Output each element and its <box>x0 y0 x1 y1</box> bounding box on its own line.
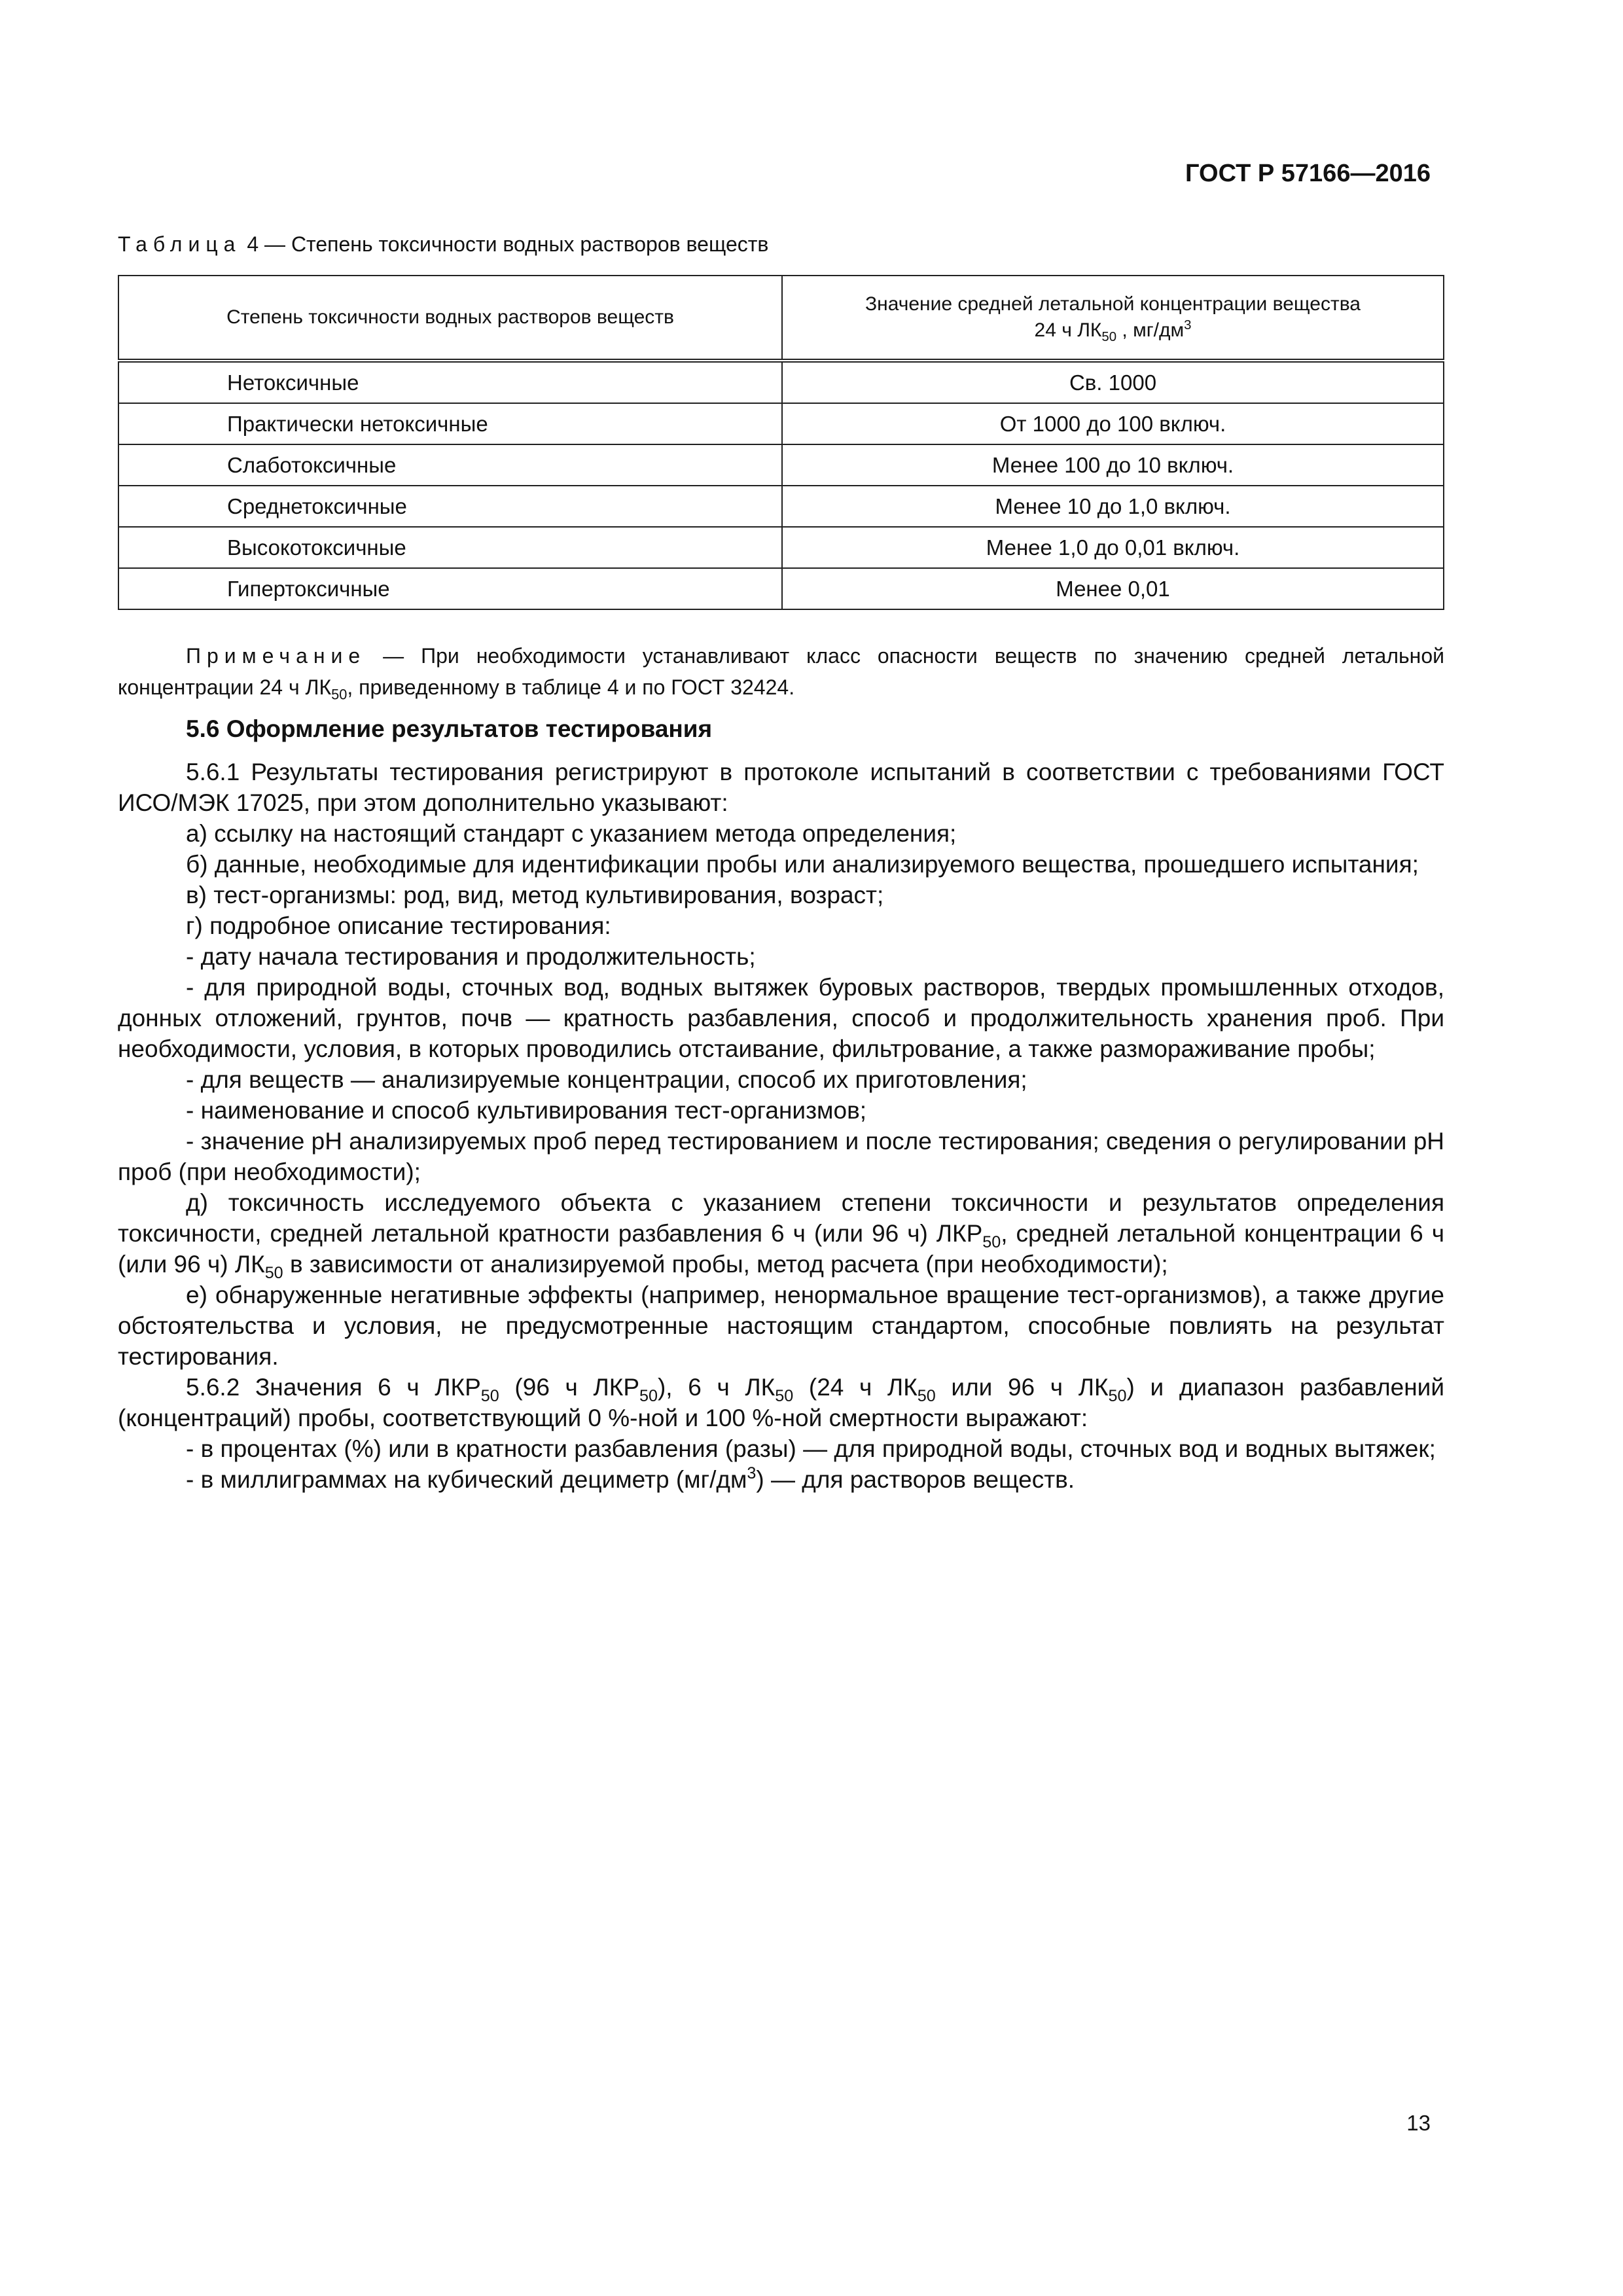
concentration-value-cell: Св. 1000 <box>782 361 1444 403</box>
sub-item-organisms: - наименование и способ культивирования тест-организмов; <box>186 1097 867 1124</box>
concentration-value-cell: Менее 0,01 <box>782 568 1444 609</box>
note-label: Примечание <box>186 644 366 668</box>
toxicity-degree-cell: Гипертоксичные <box>118 568 782 609</box>
superscript: 3 <box>1184 317 1192 332</box>
toxicity-degree-cell: Слаботоксичные <box>118 444 782 486</box>
text-run: (96 ч ЛКР <box>499 1374 639 1401</box>
table-row <box>118 486 1444 527</box>
list-item-v: в) тест-организмы: род, вид, метод культивирования, возраст; <box>186 882 884 908</box>
superscript: 3 <box>747 1464 757 1483</box>
table-row <box>118 527 1444 568</box>
note-text: — При необходимости устанавливают класс опасности веществ по значению средней летальной концентрации 24 ч ЛК <box>118 644 1444 699</box>
note-text-end: , приведенному в таблице 4 и по ГОСТ 32424. <box>347 675 795 699</box>
text-run: 5.6.2 Значения 6 ч ЛКР <box>186 1374 481 1401</box>
sub-item-percent: - в процентах (%) или в кратности разбавления (разы) — для природной воды, сточных вод и водных вытяжек; <box>186 1435 1436 1462</box>
concentration-value-cell: От 1000 до 100 включ. <box>782 403 1444 444</box>
subscript: 50 <box>480 1386 499 1405</box>
sub-item-natural-water: - для природной воды, сточных вод, водных вытяжек буровых растворов, твердых промышленных отходов, донных отложений, грунтов, почв — кратность разбавления, способ и продолжительность хранения проб. При необходимости, условия, в которых проводились отстаивание, фильтрование, а также размораживание пробы; <box>118 974 1444 1062</box>
subscript: 50 <box>1101 330 1117 345</box>
document-code: ГОСТ Р 57166—2016 <box>1185 160 1431 187</box>
list-item-e: е) обнаруженные негативные эффекты (например, ненормальное вращение тест-организмов), а также другие обстоятельства и условия, не предусмотренные настоящим стандартом, способные повлиять на результат тестирования. <box>118 1282 1444 1370</box>
table-row <box>118 361 1444 403</box>
table-row <box>118 403 1444 444</box>
column-header-concentration-line2: 24 ч ЛК <box>1034 319 1102 341</box>
text-run: д) токсичность исследуемого объекта с указанием степени токсичности и результатов определения токсичности, средней летальной кратности разбавления 6 ч (или 96 ч) ЛКР <box>118 1189 1444 1247</box>
section-body <box>118 757 1444 1495</box>
text-run: - в миллиграммах на кубический дециметр (мг/дм <box>186 1466 747 1493</box>
column-header-concentration <box>782 276 1444 361</box>
section-heading: 5.6 Оформление результатов тестирования <box>186 715 713 742</box>
sub-item-ph: - значение pH анализируемых проб перед тестированием и после тестирования; сведения о регулировании pH проб (при необходимости); <box>118 1128 1444 1185</box>
table-header-row <box>118 276 1444 361</box>
toxicity-degree-cell: Нетоксичные <box>118 361 782 403</box>
table-note <box>118 640 1444 703</box>
text-run: ), 6 ч ЛК <box>657 1374 776 1401</box>
toxicity-table <box>118 275 1444 610</box>
text-run: ) и диапазон разбавлений (концентраций) пробы, соответствующий 0 %-ной и 100 %-ной смертности выражают: <box>118 1374 1445 1431</box>
text-run: в зависимости от анализируемой пробы, метод расчета (при необходимости); <box>283 1251 1168 1278</box>
concentration-value-cell: Менее 1,0 до 0,01 включ. <box>782 527 1444 568</box>
toxicity-degree-cell: Высокотоксичные <box>118 527 782 568</box>
subscript: 50 <box>1108 1386 1127 1405</box>
sub-item-substances: - для веществ — анализируемые концентрации, способ их приготовления; <box>186 1066 1027 1093</box>
list-item-g: г) подробное описание тестирования: <box>186 912 611 939</box>
column-header-concentration-line1: Значение средней летальной концентрации вещества <box>865 293 1361 315</box>
subscript: 50 <box>639 1386 658 1405</box>
subscript: 50 <box>775 1386 794 1405</box>
subscript: 50 <box>331 686 348 703</box>
table-caption <box>118 232 768 257</box>
paragraph-5-6-1: 5.6.1 Результаты тестирования регистрируют в протоколе испытаний в соответствии с требованиями ГОСТ ИСО/МЭК 17025, при этом дополнительно указывают: <box>118 759 1444 816</box>
list-item-d <box>118 1187 1444 1280</box>
subscript: 50 <box>917 1386 936 1405</box>
table-row <box>118 444 1444 486</box>
text-run: или 96 ч ЛК <box>935 1374 1109 1401</box>
list-item-a: а) ссылку на настоящий стандарт с указанием метода определения; <box>186 820 957 847</box>
table-caption-text: — Степень токсичности водных растворов веществ <box>259 232 769 256</box>
list-item-b: б) данные, необходимые для идентификации пробы или анализируемого вещества, прошедшего испытания; <box>186 851 1419 878</box>
text-run: (24 ч ЛК <box>793 1374 918 1401</box>
subscript: 50 <box>264 1263 283 1282</box>
table-row <box>118 568 1444 609</box>
column-header-unit: , мг/дм <box>1116 319 1185 341</box>
table-caption-number: 4 <box>247 232 259 256</box>
sub-item-milligrams <box>118 1464 1444 1495</box>
toxicity-degree-cell: Среднетоксичные <box>118 486 782 527</box>
table-caption-label: Таблица <box>118 232 241 256</box>
concentration-value-cell: Менее 10 до 1,0 включ. <box>782 486 1444 527</box>
text-run: , средней летальной концентрации 6 ч (или 96 ч) ЛК <box>118 1220 1444 1278</box>
column-header-degree: Степень токсичности водных растворов веществ <box>118 276 782 361</box>
concentration-value-cell: Менее 100 до 10 включ. <box>782 444 1444 486</box>
text-run: ) — для растворов веществ. <box>756 1466 1075 1493</box>
subscript: 50 <box>982 1232 1001 1251</box>
sub-item-start-date: - дату начала тестирования и продолжительность; <box>186 943 756 970</box>
toxicity-degree-cell: Практически нетоксичные <box>118 403 782 444</box>
paragraph-5-6-2 <box>118 1372 1444 1433</box>
page-number: 13 <box>1406 2111 1431 2135</box>
